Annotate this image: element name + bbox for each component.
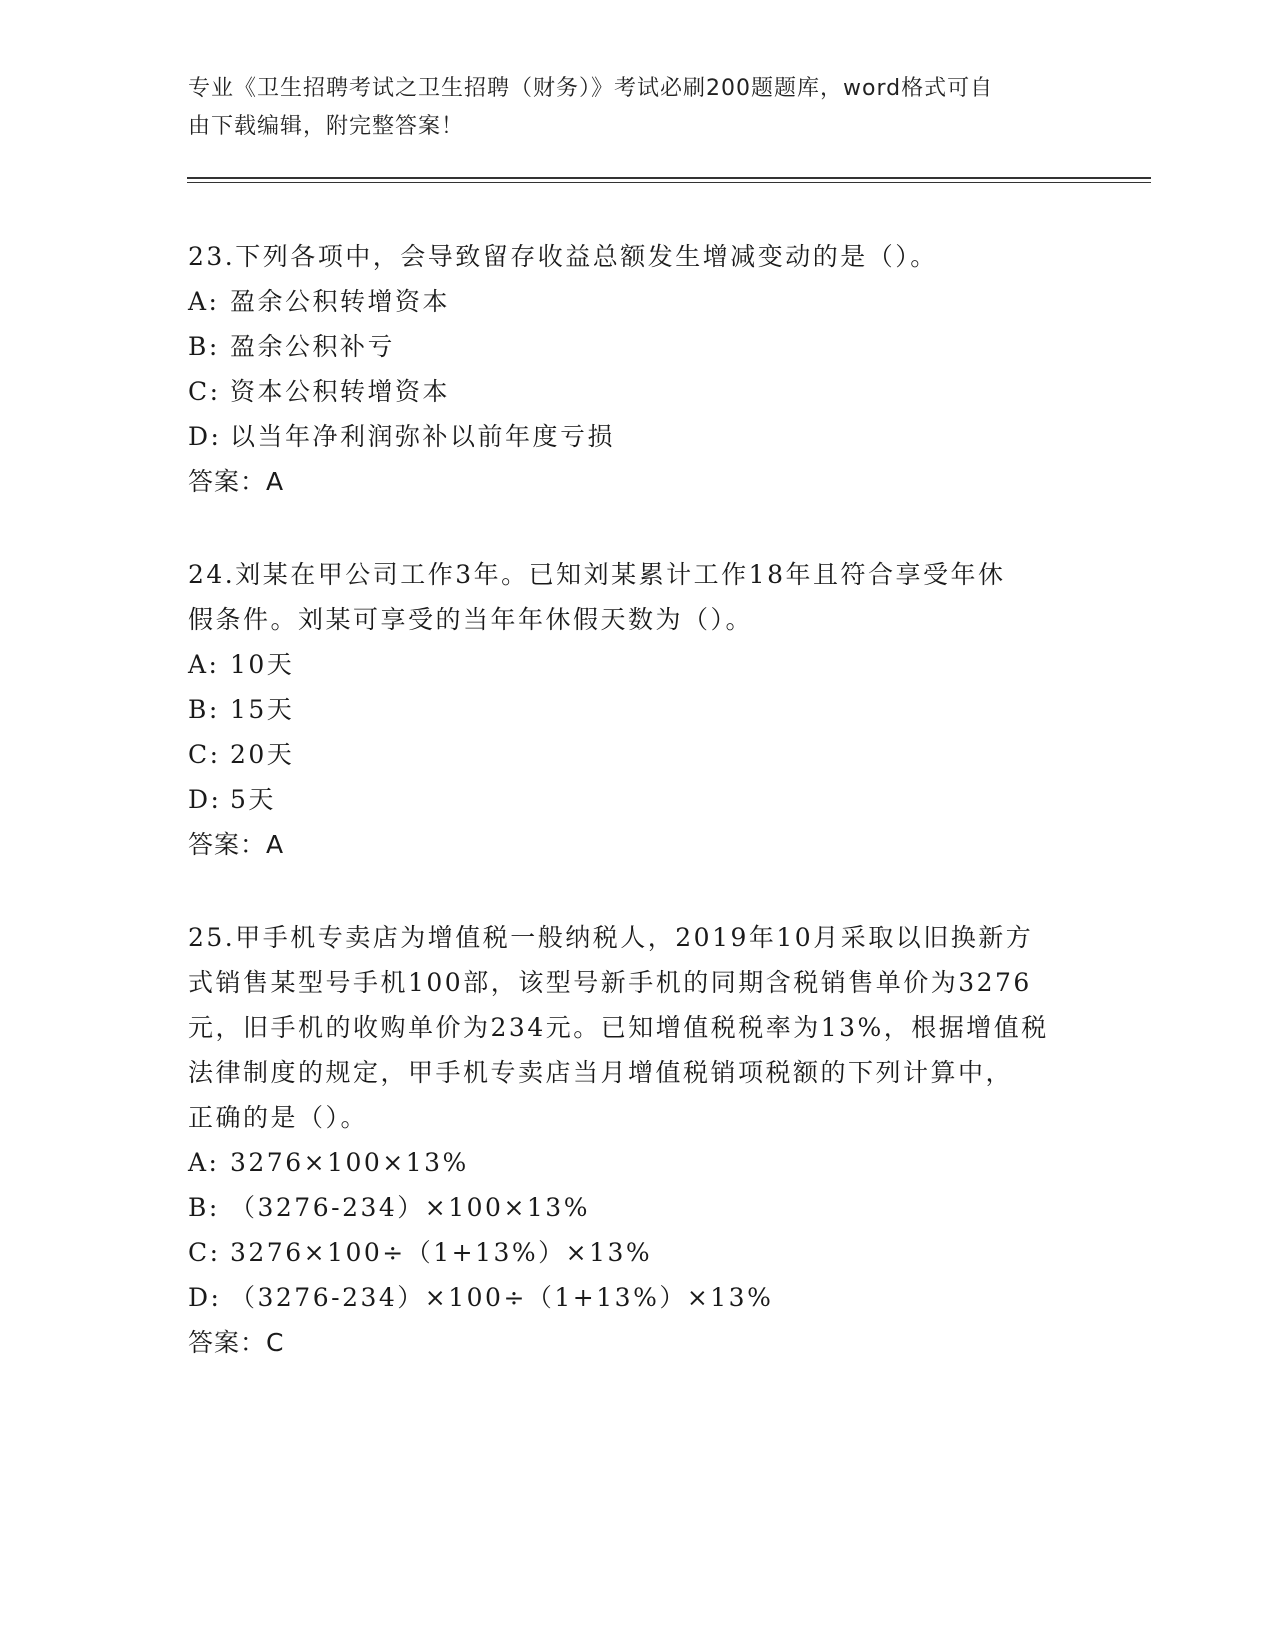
option-text: （3276-234）×100÷（1+13%）×13% <box>230 1283 774 1312</box>
question-stem-line: 正确的是（）。 <box>188 1103 369 1132</box>
option-label: B: <box>188 695 220 724</box>
option-b <box>188 1185 1078 1230</box>
option-d <box>188 414 1078 459</box>
option-label: D: <box>188 422 222 451</box>
option-text: 资本公积转增资本 <box>230 377 451 406</box>
option-text: 3276×100÷（1+13%）×13% <box>230 1238 653 1267</box>
question-stem-line: 23.下列各项中，会导致留存收益总额发生增减变动的是（）。 <box>188 242 938 271</box>
option-label: A: <box>188 287 220 316</box>
document-header <box>188 70 1068 146</box>
question-24 <box>188 552 1078 867</box>
option-text: 盈余公积补亏 <box>230 332 396 361</box>
option-c <box>188 732 1078 777</box>
option-text: 15天 <box>230 695 295 724</box>
header-divider-thick <box>187 177 1151 179</box>
question-23 <box>188 234 1078 504</box>
question-stem-line: 法律制度的规定，甲手机专卖店当月增值税销项税额的下列计算中， <box>188 1058 1014 1087</box>
question-stem-line: 24.刘某在甲公司工作3年。已知刘某累计工作18年且符合享受年休 <box>188 560 1006 589</box>
option-d <box>188 1275 1078 1320</box>
option-text: 盈余公积转增资本 <box>230 287 451 316</box>
option-d <box>188 777 1078 822</box>
header-divider-thin <box>187 182 1151 183</box>
option-label: B: <box>188 1193 220 1222</box>
question-stem-line: 假条件。刘某可享受的当年年休假天数为（）。 <box>188 605 754 634</box>
option-text: 20天 <box>230 740 295 769</box>
question-stem-line: 25.甲手机专卖店为增值税一般纳税人，2019年10月采取以旧换新方 <box>188 923 1034 952</box>
option-text: 10天 <box>230 650 295 679</box>
option-text: 5天 <box>230 785 276 814</box>
option-label: D: <box>188 1283 222 1312</box>
option-a <box>188 642 1078 687</box>
question-stem-line: 元，旧手机的收购单价为234元。已知增值税税率为13%，根据增值税 <box>188 1013 1049 1042</box>
option-a <box>188 1140 1078 1185</box>
option-b <box>188 324 1078 369</box>
header-line-2: 由下载编辑，附完整答案！ <box>188 114 465 139</box>
option-b <box>188 687 1078 732</box>
answer-line: 答案：A <box>188 467 285 496</box>
answer-line: 答案：C <box>188 1328 285 1357</box>
option-label: C: <box>188 1238 221 1267</box>
option-text: 3276×100×13% <box>230 1148 469 1177</box>
option-label: B: <box>188 332 220 361</box>
option-text: 以当年净利润弥补以前年度亏损 <box>230 422 616 451</box>
option-label: C: <box>188 377 221 406</box>
option-c <box>188 369 1078 414</box>
option-label: A: <box>188 650 220 679</box>
option-text: （3276-234）×100×13% <box>230 1193 590 1222</box>
option-a <box>188 279 1078 324</box>
option-label: A: <box>188 1148 220 1177</box>
answer-line: 答案：A <box>188 830 285 859</box>
option-label: C: <box>188 740 221 769</box>
question-stem-line: 式销售某型号手机100部，该型号新手机的同期含税销售单价为3276 <box>188 968 1032 997</box>
option-label: D: <box>188 785 222 814</box>
question-25 <box>188 915 1078 1365</box>
header-line-1: 专业《卫生招聘考试之卫生招聘（财务）》考试必刷200题题库，word格式可自 <box>188 76 994 101</box>
option-c <box>188 1230 1078 1275</box>
